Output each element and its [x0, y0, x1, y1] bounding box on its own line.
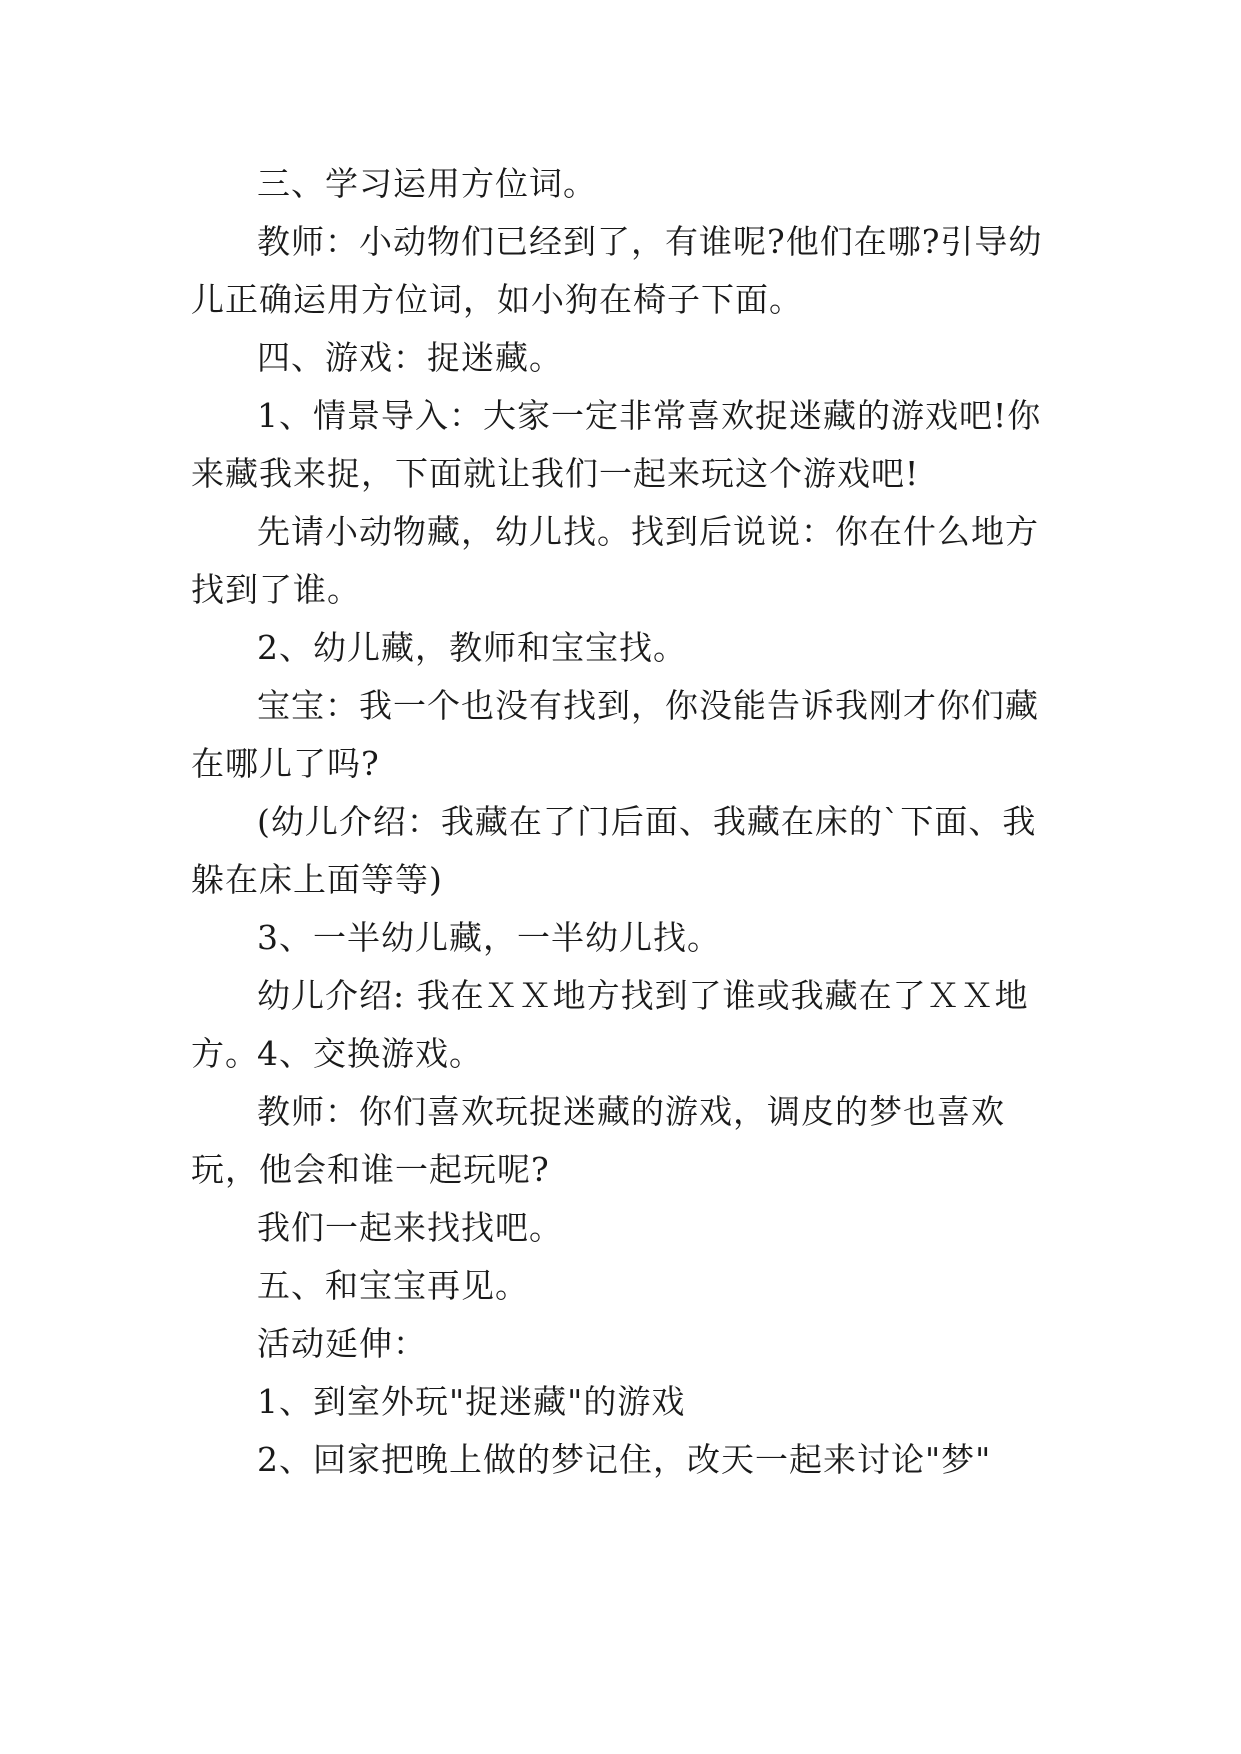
paragraph: 五、和宝宝再见。: [257, 1266, 529, 1305]
paragraph: (幼儿介绍：我藏在了门后面、我藏在床的`下面、我躲在床上面等等): [191, 802, 1037, 899]
paragraph: 四、游戏：捉迷藏。: [257, 338, 563, 377]
paragraph: 我们一起来找找吧。: [257, 1208, 563, 1247]
paragraph: 1、到室外玩"捉迷藏"的游戏: [257, 1382, 686, 1421]
paragraph: 3、一半幼儿藏，一半幼儿找。: [257, 918, 721, 957]
paragraph: 2、幼儿藏，教师和宝宝找。: [257, 628, 687, 667]
paragraph: 幼儿介绍: 我在ＸＸ地方找到了谁或我藏在了ＸＸ地方。: [191, 976, 1029, 1073]
paragraph: 教师：你们喜欢玩捉迷藏的游戏，调皮的梦也喜欢玩，他会和谁一起玩呢?: [191, 1092, 1005, 1189]
paragraph: 活动延伸：: [257, 1324, 427, 1363]
paragraph: 4、交换游戏。: [257, 1034, 483, 1073]
paragraph: 教师：小动物们已经到了，有谁呢?他们在哪?引导幼儿正确运用方位词，如小狗在椅子下面。: [191, 222, 1043, 319]
paragraph: 先请小动物藏，幼儿找。找到后说说：你在什么地方找到了谁。: [191, 512, 1039, 609]
paragraph: 三、学习运用方位词。: [257, 164, 597, 203]
paragraph: 1、情景导入：大家一定非常喜欢捉迷藏的游戏吧!你来藏我来捉，下面就让我们一起来玩这个游戏吧!: [191, 396, 1042, 493]
paragraph: 宝宝：我一个也没有找到，你没能告诉我刚才你们藏在哪儿了吗?: [191, 686, 1039, 783]
paragraph: 2、回家把晚上做的梦记住，改天一起来讨论"梦": [257, 1440, 992, 1479]
